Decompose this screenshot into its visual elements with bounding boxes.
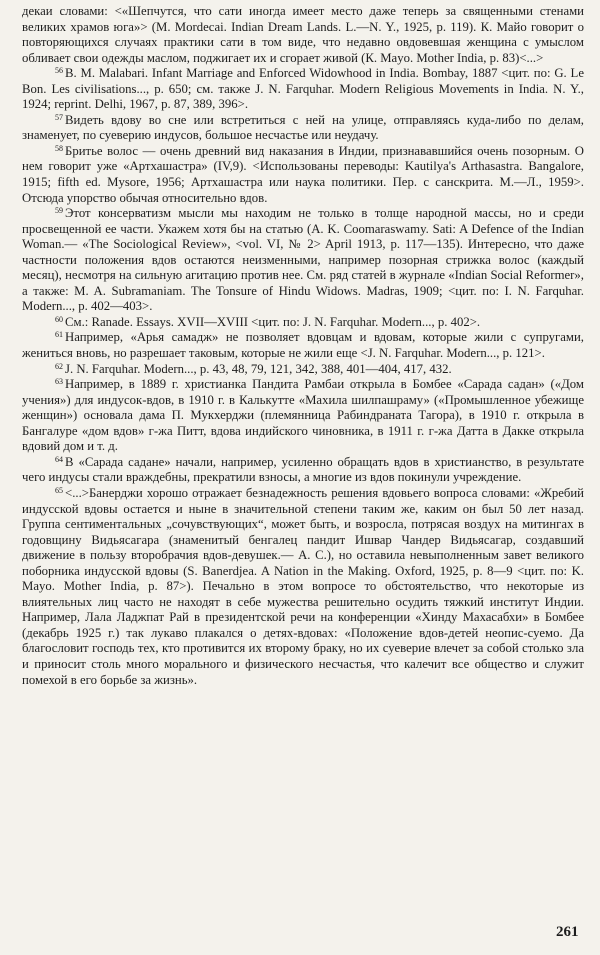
footnote-65 <box>22 486 584 688</box>
footnote-number: 56 <box>55 66 63 76</box>
footnote-number: 59 <box>55 206 63 216</box>
footnote-number: 58 <box>55 143 63 153</box>
footnote-64 <box>22 455 584 486</box>
footnote-number: 57 <box>55 112 63 122</box>
footnote-text: B. M. Malabari. Infant Marriage and Enforced Widowhood in India. Bombay, 1887 <цит. по: G. Le Bon. Les civilisations..., p. 650; см. также J. N. Farquhar. Modern Religious Movements in India. N. Y., 1924; reprint. Delhi, 1967, p. 87, 389, 396>. <box>22 66 584 112</box>
footnote-text: Например, «Арья самадж» не позволяет вдовцам и вдовам, которые жили с супругами, жениться вновь, но разрешает таковым, которые не жили еще <J. N. Farquhar. Modern..., p. 121>. <box>22 330 584 361</box>
footnote-text: J. N. Farquhar. Modern..., p. 43, 48, 79, 121, 342, 388, 401—404, 417, 432. <box>65 361 452 376</box>
footnote-59 <box>22 206 584 315</box>
footnote-56 <box>22 66 584 113</box>
footnote-continuation <box>22 4 584 66</box>
footnote-number: 61 <box>55 330 63 340</box>
footnote-number: 65 <box>55 485 63 495</box>
footnote-text: <...>Банерджи хорошо отражает безнадежность решения вдовьего вопроса словами: «Жребий индусской вдовы остается и ныне в значительной степени таким же, каким он был 50 лет назад. Группа сентиментальных „сочувствующих“, может быть, и возросла, потрясая воздух на митингах в годовщину Видьясагара (знаменитый бенгалец пандит Ишвар Чандер Видьясагар, создавший движение в пользу второбрачия вдов-девушек.— А. С.), но оставила невыполненным завет великого поборника индусской вдовы (S. Banerdjea. A Nation in the Making. Oxford, 1925, p. 8—9 <цит. по: K. Mayo. Mother India, p. 87>). Печально в этом вопросе то обстоятельство, что некоторые из влиятельных лиц часто не находят в себе мужества решительно осудить тяжкий институт Индии. Например, Лала Ладжпат Рай в президентской речи на конференции «Хинду Махасабхи» в Бомбее (декабрь 1925 г.) так лукаво плакался о детях-вдовах: «Положение вдов-детей неопис-суемо. Да благословит господь тех, кто противится их второму браку, но их суеверие влечет за собой столько зла и приносит столь много морального и физического несчастья, что калечит все общество и служит помехой в его борьбе за жизнь». <box>22 485 584 687</box>
footnote-text: Видеть вдову во сне или встретиться с ней на улице, отправляясь куда-либо по делам, знаменует, по суеверию индусов, большое несчастье или неудачу. <box>22 112 584 143</box>
page-number: 261 <box>556 924 579 940</box>
footnote-61 <box>22 330 584 361</box>
footnote-text: См.: Ranade. Essays. XVII—XVIII <цит. по: J. N. Farquhar. Modern..., p. 402>. <box>65 314 481 329</box>
footnote-text: В «Сарада садане» начали, например, усиленно обращать вдов в христианство, в результате чего индусы стали враждебны, прекратили взносы, а многие из вдов покинули учреждение. <box>22 454 584 485</box>
footnote-60 <box>22 315 584 331</box>
footnote-text: Этот консерватизм мысли мы находим не только в толще народной массы, но и среди просвещенной ее части. Укажем хотя бы на статью (A. K. Coomaraswamy. Sati: A Defence of the Indian Woman.— «The Sociological Review», <vol. VI, № 2> April 1913, p. 117—135). Интересно, что даже частности положения вдов остаются неизменными, например позорная стрижка волос (каждый месяц), несмотря на сильную агитацию против нее. См. ряд статей в журнале «Indian Social Reformer», а также: M. A. Subramaniam. The Tonsure of Hindu Widows. Madras, 1909; <цит. по: I. N. Farquhar. Modern..., p. 402—403>. <box>22 206 584 314</box>
footnote-57 <box>22 113 584 144</box>
footnote-number: 63 <box>55 377 63 387</box>
footnote-number: 60 <box>55 314 63 324</box>
footnotes-block <box>22 4 584 688</box>
footnote-text: Бритье волос — очень древний вид наказания в Индии, признававшийся очень позорным. О нем говорит уже «Артхашастра» (IV,9). <Использованы переводы: Kautilya's Arthasastra. Bangalore, 1915; fifth ed. Mysore, 1956; Артхашастра или наука политики. Пер. с санскрита. М.—Л., 1959>. Отсюда упорство обычая относительно вдов. <box>22 143 584 205</box>
footnote-text: декаи словами: <«Шепчутся, что сати иногда имеет место даже теперь за священными стенами великих храмов юга»> (M. Mordecai. Indian Dream Lands. L.—N. Y., 1925, p. 119). К. Майо говорит о повторяющихся случаях практики сати в том виде, что недавно овдовевшая женщина с умыслом обливает свои одежды маслом, поджигает их и сгорает живой (К. Мayo. Mother India, p. 83)<...> <box>22 4 584 65</box>
footnote-number: 64 <box>55 454 63 464</box>
footnote-62 <box>22 362 584 378</box>
footnote-number: 62 <box>55 361 63 371</box>
footnote-63 <box>22 377 584 455</box>
footnote-text: Например, в 1889 г. христианка Пандита Рамбаи открыла в Бомбее «Сарада садан» («Дом учения») для индусок-вдов, в 1910 г. в Калькутте «Махила шилпашраму» («Промышленное убежище женщин») основала дама П. Мукхерджи (племянница Рабиндраната Тагора), в 1910 г. открыла в Бангалуре «дом вдов» г-жа Питт, вдова индийского чиновника, в 1911 г. г-жа Датта в Дакке открыла вдовий дом и т. д. <box>22 377 584 454</box>
footnote-58 <box>22 144 584 206</box>
